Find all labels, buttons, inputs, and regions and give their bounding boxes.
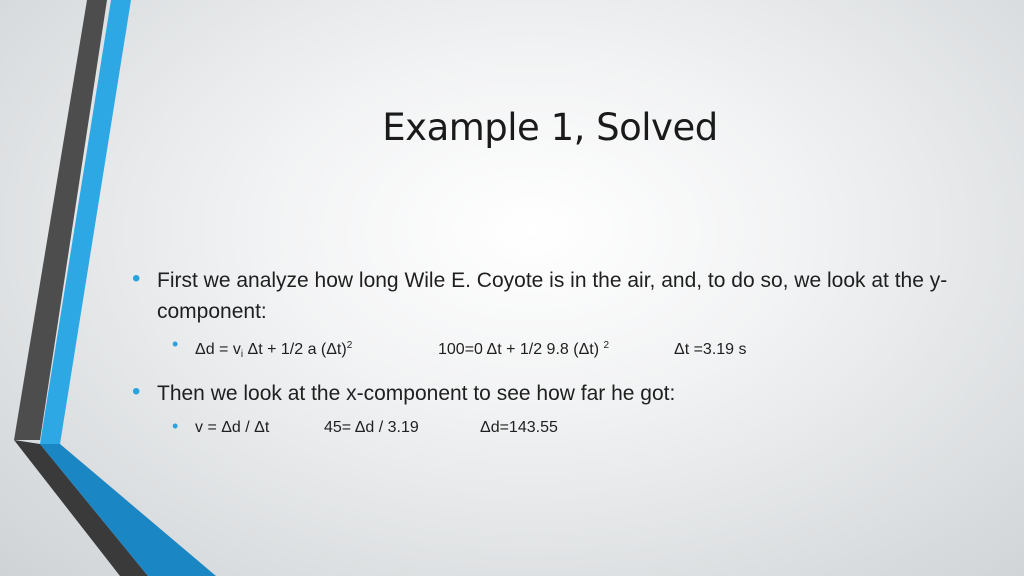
bullet-dot-icon: • [132,378,141,405]
bullet-list [132,265,952,451]
eq-part: Δt + 1/2 a (Δt) [243,341,347,358]
equation-substituted [438,335,674,361]
slide-title: Example 1, Solved [382,106,718,149]
equation-result: Δd=143.55 [480,419,558,436]
bullet-dot-icon: • [172,416,179,436]
bullet-x-component [132,378,952,409]
bullet-dot-icon: • [132,265,141,292]
eq-subscript: i [240,349,244,360]
eq-superscript: 2 [603,340,610,351]
eq-superscript: 2 [346,340,353,351]
sub-bullet-y-equations [132,335,952,366]
equation-velocity: v = Δd / Δt [195,419,270,436]
eq-part: Δd = v [195,341,241,358]
sub-bullet-x-equations [132,417,952,439]
bullet-text: First we analyze how long Wile E. Coyote is in the air, and, to do so, we look at the y-component: [157,269,948,323]
equation-kinematic [195,335,438,366]
bullet-y-component [132,265,952,327]
bullet-text: Then we look at the x-component to see how far he got: [157,382,676,405]
equation-substituted: 45= Δd / 3.19 [324,419,419,436]
eq-part: 100=0 Δt + 1/2 9.8 (Δt) [438,341,604,358]
bullet-dot-icon: • [172,334,179,354]
equation-result: Δt =3.19 s [674,341,747,358]
